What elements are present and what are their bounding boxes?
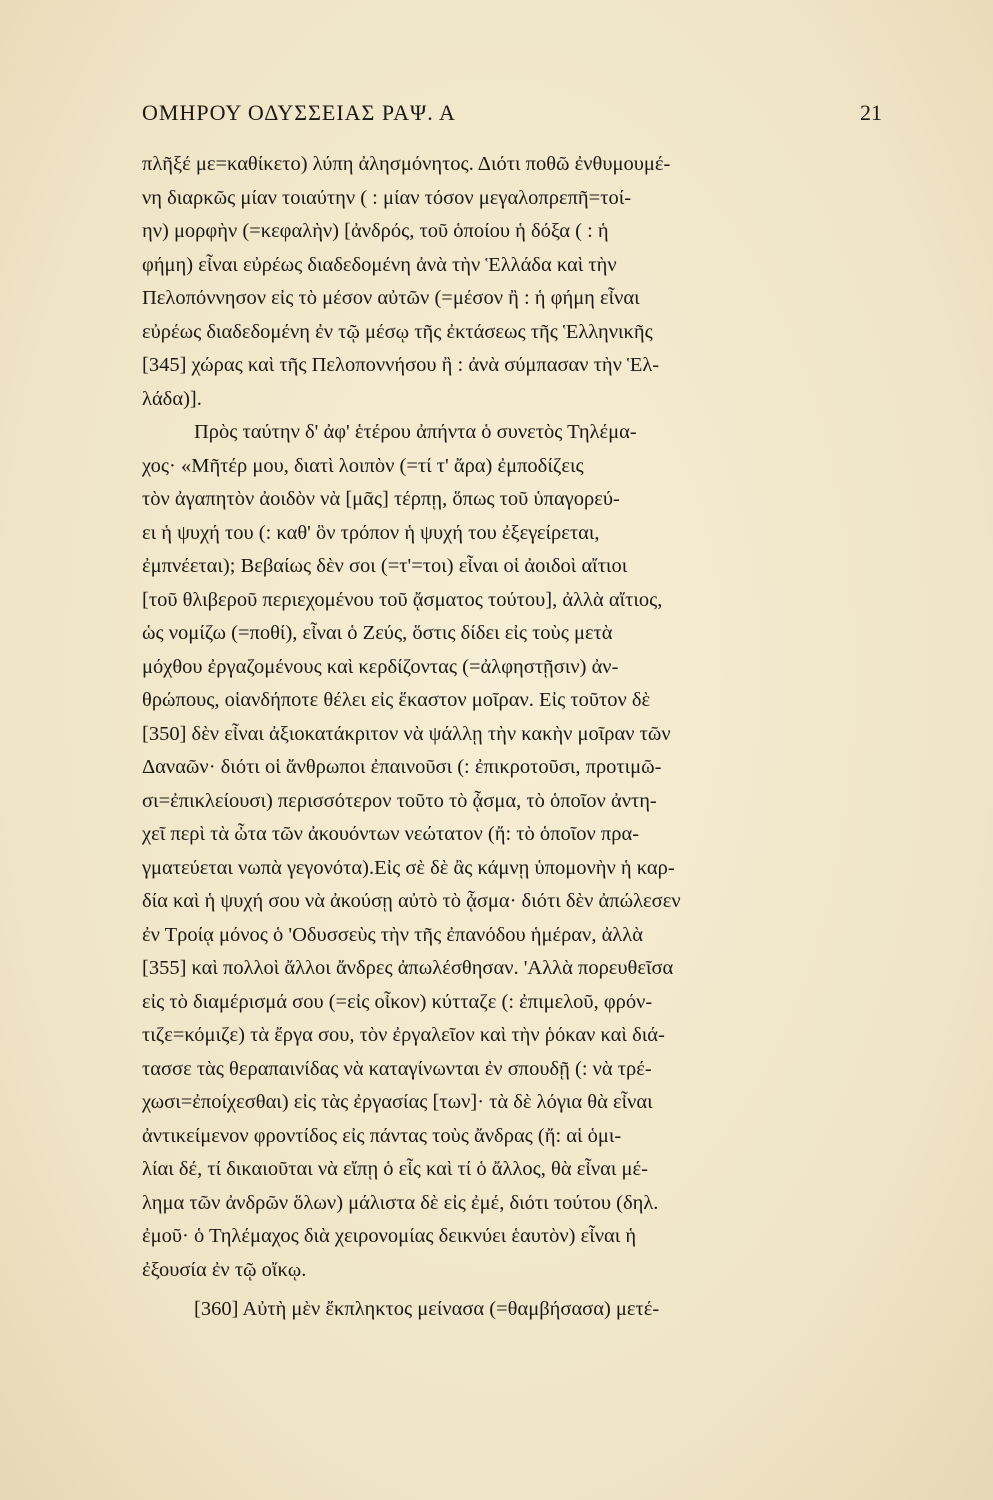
page-header [142, 100, 882, 126]
text-line: [360] Αὐτὴ μὲν ἔκπληκτος μείνασα (=θαμβήσασα) μετέ- [194, 1298, 660, 1320]
text-line: [355] καὶ πολλοὶ ἄλλοι ἄνδρες ἀπωλέσθησαν. 'Αλλὰ πορευθεῖσα [142, 957, 674, 979]
text-line: λημα τῶν ἀνδρῶν ὅλων) μάλιστα δὲ εἰς ἐμέ, διότι τούτου (δηλ. [142, 1191, 659, 1214]
body-text [142, 148, 902, 1327]
text-line: [350] δὲν εἶναι ἀξιοκατάκριτον νὰ ψάλλῃ τὴν κακὴν μοῖραν τῶν [142, 722, 671, 745]
text-line: τιζε=κόμιζε) τὰ ἔργα σου, τὸν ἐργαλεῖον καὶ τὴν ῥόκαν καὶ διά- [142, 1024, 665, 1046]
text-line: δία καὶ ἡ ψυχή σου νὰ ἀκούσῃ αὐτὸ τὸ ᾆσμα· διότι δὲν ἀπώλεσεν [142, 890, 681, 912]
text-line: εὐρέως διαδεδομένη ἐν τῷ μέσῳ τῆς ἐκτάσεως τῆς Ἑλληνικῆς [142, 320, 653, 343]
text-line: [345] χώρας καὶ τῆς Πελοποννήσου ἢ : ἀνὰ σύμπασαν τὴν Ἑλ- [142, 354, 660, 376]
text-line: ἐξουσία ἐν τῷ οἴκῳ. [142, 1258, 307, 1281]
text-line: εἰς τὸ διαμέρισμά σου (=εἰς οἶκον) κύτταζε (: ἐπιμελοῦ, φρόν- [142, 990, 653, 1013]
text-line: χωσι=ἐποίχεσθαι) εἰς τὰς ἐργασίας [των]· τὰ δὲ λόγια θὰ εἶναι [142, 1091, 653, 1113]
text-line: [τοῦ θλιβεροῦ περιεχομένου τοῦ ᾄσματος τούτου], ἀλλὰ αἴτιος, [142, 588, 663, 611]
text-line: τὸν ἀγαπητὸν ἀοιδὸν νὰ [μᾶς] τέρπῃ, ὅπως τοῦ ὑπαγορεύ- [142, 488, 620, 510]
text-line: γματεύεται νωπὰ γεγονότα).Εἰς σὲ δὲ ἂς κάμνῃ ὑπομονὴν ἡ καρ- [142, 856, 675, 879]
text-line: χεῖ περὶ τὰ ὦτα τῶν ἀκουόντων νεώτατον (ἤ: τὸ ὁποῖον πρα- [142, 823, 640, 845]
text-line: ἐν Τροίᾳ μόνος ὁ 'Οδυσσεὺς τὴν τῆς ἐπανόδου ἡμέραν, ἀλλὰ [142, 923, 643, 946]
text-line: θρώπους, οἱανδήποτε θέλει εἰς ἕκαστον μοῖραν. Εἰς τοῦτον δὲ [142, 689, 651, 711]
running-title: ΟΜΗΡΟΥ ΟΔΥΣΣΕΙΑΣ ΡΑΨ. Α [142, 100, 456, 125]
text-line: πλῆξέ με=καθίκετο) λύπη ἀλησμόνητος. Διότι ποθῶ ἐνθυμουμέ- [142, 153, 671, 175]
text-line: Πρὸς ταύτην δ' ἀφ' ἑτέρου ἀπήντα ὁ συνετὸς Τηλέμα- [194, 421, 637, 443]
text-line: μόχθου ἐργαζομένους καὶ κερδίζοντας (=ἀλφηστῇσιν) ἀν- [142, 655, 619, 678]
text-line: ἐμοῦ· ὁ Τηλέμαχος διὰ χειρονομίας δεικνύει ἑαυτὸν) εἶναι ἡ [142, 1225, 637, 1247]
text-line: ει ἡ ψυχή του (: καθ' ὃν τρόπον ἡ ψυχή του ἐξεγείρεται, [142, 521, 600, 544]
page-number: 21 [860, 100, 882, 125]
text-line: τασσε τὰς θεραπαινίδας νὰ καταγίνωνται ἐν σπουδῇ (: νὰ τρέ- [142, 1057, 652, 1080]
text-line: ἀντικείμενον φροντίδος εἰς πάντας τοὺς ἄνδρας (ἤ: αἱ ὁμι- [142, 1124, 622, 1147]
text-line: χος· «Μῆτέρ μου, διατὶ λοιπὸν (=τί τ' ἄρα) ἐμποδίζεις [142, 454, 584, 477]
text-line: ὡς νομίζω (=ποθί), εἶναι ὁ Ζεύς, ὅστις δίδει εἰς τοὺς μετὰ [142, 622, 613, 644]
text-line: νη διαρκῶς μίαν τοιαύτην ( : μίαν τόσον μεγαλοπρεπῆ=τοί- [142, 186, 632, 209]
text-line: Δαναῶν· διότι οἱ ἄνθρωποι ἐπαινοῦσι (: ἐπικροτοῦσι, προτιμῶ- [142, 756, 662, 778]
text-line: ἐμπνέεται); Βεβαίως δὲν σοι (=τ'=τοι) εἶναι οἱ ἀοιδοὶ αἴτιοι [142, 555, 628, 577]
text-line: Πελοπόννησον εἰς τὸ μέσον αὐτῶν (=μέσον ἢ : ἡ φήμη εἶναι [142, 287, 640, 309]
text-line: σι=ἐπικλείουσι) περισσότερον τοῦτο τὸ ᾆσμα, τὸ ὁποῖον ἀντη- [142, 789, 657, 812]
text-line: λίαι δέ, τί δικαιοῦται νὰ εἴπῃ ὁ εἷς καὶ τί ὁ ἄλλος, θὰ εἶναι μέ- [142, 1158, 648, 1180]
text-line: ην) μορφὴν (=κεφαλὴν) [ἀνδρός, τοῦ ὁποίου ἡ δόξα ( : ἡ [142, 220, 609, 242]
text-line: λάδα)]. [142, 387, 202, 410]
text-line: φήμη) εἶναι εὐρέως διαδεδομένη ἀνὰ τὴν Ἑλλάδα καὶ τὴν [142, 253, 617, 276]
